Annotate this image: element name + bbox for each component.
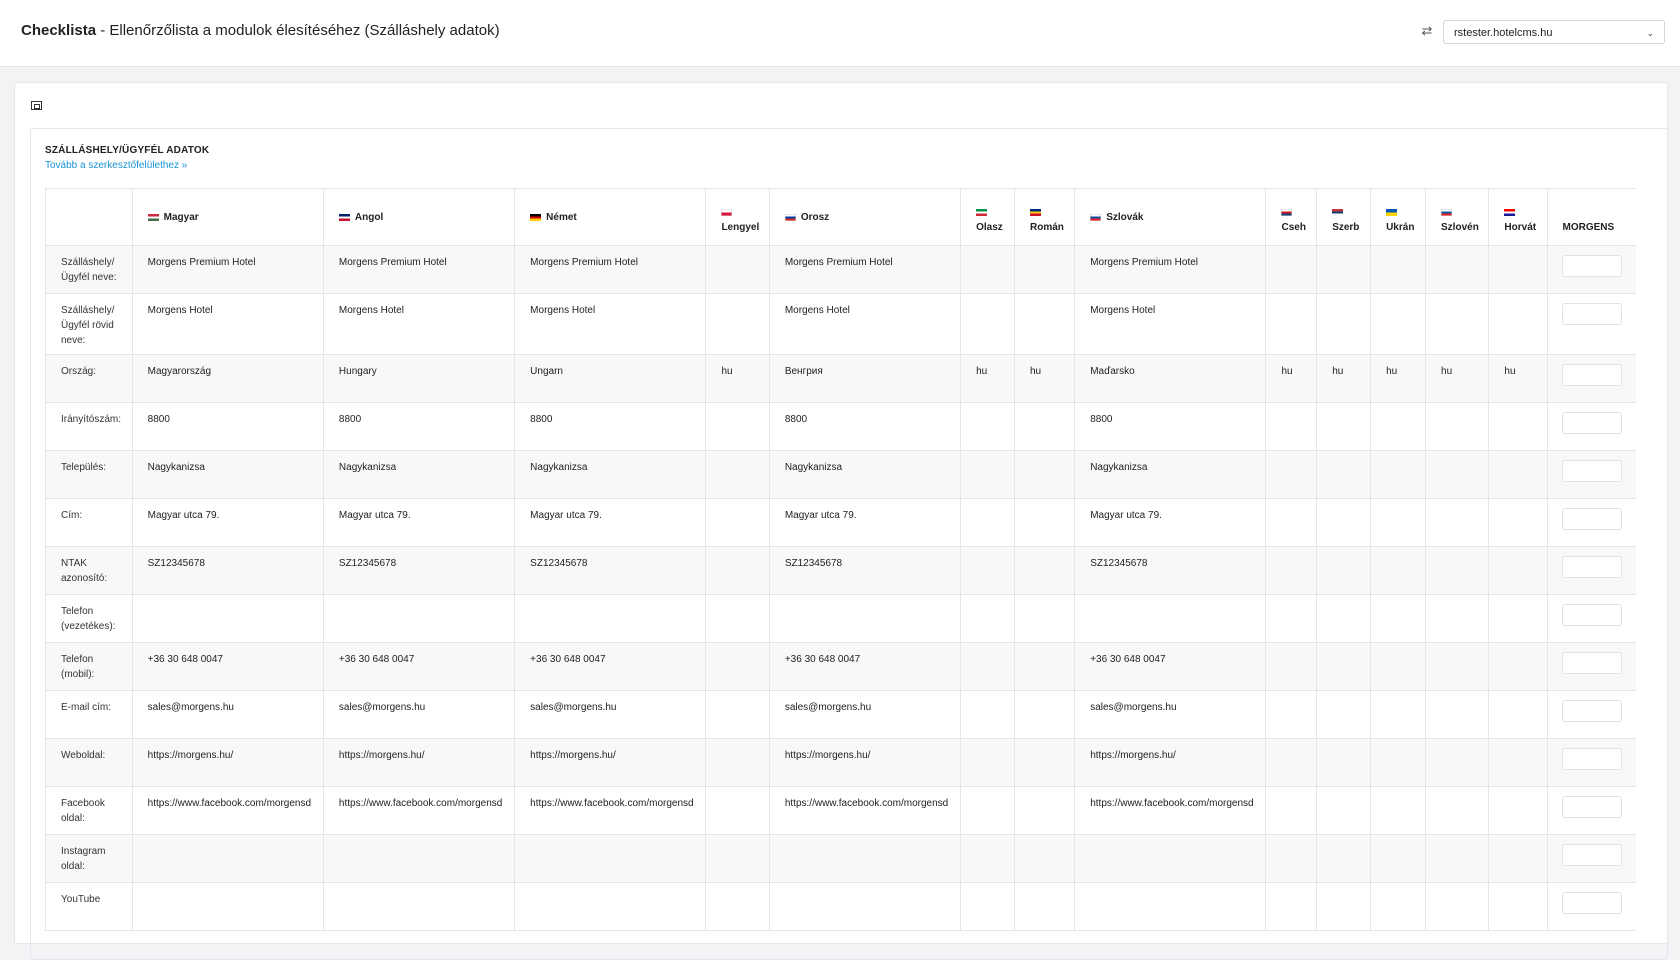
table-cell: Nagykanizsa (132, 451, 323, 499)
table-cell (1426, 294, 1489, 355)
table-cell (961, 739, 1015, 787)
table-cell (323, 883, 514, 931)
column-header (323, 189, 514, 246)
table-cell: Morgens Hotel (515, 294, 706, 355)
table-cell: hu (1371, 355, 1426, 403)
table-cell (961, 246, 1015, 294)
table-row (46, 643, 1637, 691)
table-cell (1489, 787, 1547, 835)
column-header (132, 189, 323, 246)
table-cell: https://morgens.hu/ (323, 739, 514, 787)
chevron-down-icon: ⌄ (1646, 28, 1654, 38)
table-cell: +36 30 648 0047 (323, 643, 514, 691)
table-cell (769, 835, 960, 883)
table-cell (1426, 691, 1489, 739)
morgens-input[interactable] (1562, 364, 1622, 386)
morgens-input[interactable] (1562, 412, 1622, 434)
morgens-cell (1547, 294, 1636, 355)
morgens-input[interactable] (1562, 892, 1622, 914)
table-cell (1426, 883, 1489, 931)
flag-icon (976, 209, 987, 216)
table-cell: Nagykanizsa (1075, 451, 1266, 499)
table-cell: https://www.facebook.com/morgensd (769, 787, 960, 835)
table-row (46, 739, 1637, 787)
flag-icon (148, 214, 159, 221)
table-cell (1266, 294, 1317, 355)
column-header-label: Szerb (1332, 222, 1360, 233)
table-cell (706, 499, 769, 547)
table-cell (961, 499, 1015, 547)
morgens-input[interactable] (1562, 652, 1622, 674)
table-cell: Nagykanizsa (769, 451, 960, 499)
table-cell (1489, 451, 1547, 499)
table-cell (1426, 595, 1489, 643)
table-cell: hu (1489, 355, 1547, 403)
row-label: Facebook oldal: (46, 787, 133, 835)
column-header (961, 189, 1015, 246)
table-cell: Morgens Hotel (769, 294, 960, 355)
row-label: Weboldal: (46, 739, 133, 787)
table-cell (1371, 547, 1426, 595)
page-title-bold: Checklista (21, 22, 97, 39)
column-header-label: Angol (354, 211, 384, 223)
table-cell: sales@morgens.hu (515, 691, 706, 739)
table-cell (1489, 883, 1547, 931)
table-cell: Magyar utca 79. (1075, 499, 1266, 547)
table-cell: Morgens Hotel (323, 294, 514, 355)
column-header-label: MORGENS (1562, 222, 1615, 233)
morgens-cell (1547, 883, 1636, 931)
table-cell (1317, 835, 1371, 883)
table-cell (515, 883, 706, 931)
morgens-cell (1547, 595, 1636, 643)
table-cell (1014, 294, 1074, 355)
morgens-input[interactable] (1562, 303, 1622, 325)
table-scroll-area[interactable] (45, 188, 1636, 960)
row-label: Ország: (46, 355, 133, 403)
table-cell (961, 835, 1015, 883)
table-cell (1489, 595, 1547, 643)
table-cell (961, 691, 1015, 739)
table-cell (1266, 451, 1317, 499)
table-cell (1014, 643, 1074, 691)
table-cell (1371, 294, 1426, 355)
morgens-cell (1547, 547, 1636, 595)
morgens-cell (1547, 355, 1636, 403)
table-cell: SZ12345678 (1075, 547, 1266, 595)
flag-icon (1090, 214, 1101, 221)
row-label: E-mail cím: (46, 691, 133, 739)
table-cell (1266, 547, 1317, 595)
morgens-input[interactable] (1562, 255, 1622, 277)
flag-icon (1030, 209, 1041, 216)
morgens-input[interactable] (1562, 508, 1622, 530)
row-label: NTAK azonosító: (46, 547, 133, 595)
table-header-row (46, 189, 1637, 246)
table-cell (1317, 787, 1371, 835)
table-cell (706, 451, 769, 499)
morgens-input[interactable] (1562, 556, 1622, 578)
flag-icon (339, 214, 350, 221)
table-cell (1317, 691, 1371, 739)
column-header (1014, 189, 1074, 246)
column-header-label: Ukrán (1386, 222, 1415, 233)
row-label: Instagram oldal: (46, 835, 133, 883)
column-header-label: Szlovén (1441, 222, 1479, 233)
table-cell: Morgens Premium Hotel (323, 246, 514, 294)
table-cell (1075, 883, 1266, 931)
table-cell (1266, 595, 1317, 643)
table-cell: sales@morgens.hu (132, 691, 323, 739)
table-cell: https://morgens.hu/ (515, 739, 706, 787)
flag-icon (785, 214, 796, 221)
table-row (46, 883, 1637, 931)
column-header (515, 189, 706, 246)
table-cell (1317, 451, 1371, 499)
table-cell (1489, 499, 1547, 547)
flag-icon (1504, 209, 1515, 216)
morgens-cell (1547, 246, 1636, 294)
table-cell (1317, 595, 1371, 643)
table-cell (769, 883, 960, 931)
table-cell: Nagykanizsa (323, 451, 514, 499)
table-cell (706, 739, 769, 787)
table-cell (1014, 883, 1074, 931)
morgens-input[interactable] (1562, 700, 1622, 722)
table-cell (1014, 499, 1074, 547)
section-title: SZÁLLÁSHELY/ÜGYFÉL ADATOK (45, 145, 210, 156)
table-row (46, 691, 1637, 739)
table-cell: SZ12345678 (323, 547, 514, 595)
table-cell (1371, 787, 1426, 835)
table-cell: https://morgens.hu/ (1075, 739, 1266, 787)
table-cell: +36 30 648 0047 (132, 643, 323, 691)
table-cell (1371, 691, 1426, 739)
table-cell (1317, 643, 1371, 691)
table-cell: sales@morgens.hu (1075, 691, 1266, 739)
table-cell: https://morgens.hu/ (769, 739, 960, 787)
table-cell (706, 595, 769, 643)
table-cell: https://www.facebook.com/morgensd (132, 787, 323, 835)
table-cell (1371, 451, 1426, 499)
table-cell (1317, 403, 1371, 451)
table-cell (1489, 294, 1547, 355)
table-row (46, 547, 1637, 595)
table-cell: 8800 (1075, 403, 1266, 451)
table-cell (1014, 835, 1074, 883)
table-cell (1426, 403, 1489, 451)
flag-icon (1386, 209, 1397, 216)
checklist-card (30, 128, 1668, 960)
column-header-label: Szlovák (1106, 211, 1144, 223)
table-cell (1317, 547, 1371, 595)
table-cell: Morgens Hotel (132, 294, 323, 355)
table-cell (1371, 835, 1426, 883)
table-cell (1266, 499, 1317, 547)
column-header (1426, 189, 1489, 246)
table-cell (1426, 499, 1489, 547)
table-cell (961, 547, 1015, 595)
table-cell (706, 691, 769, 739)
table-cell: Magyarország (132, 355, 323, 403)
morgens-input[interactable] (1562, 748, 1622, 770)
table-cell: https://www.facebook.com/morgensd (323, 787, 514, 835)
table-cell (961, 451, 1015, 499)
table-row (46, 787, 1637, 835)
table-cell: hu (706, 355, 769, 403)
flag-icon (721, 209, 732, 216)
morgens-input[interactable] (1562, 796, 1622, 818)
site-select[interactable] (1443, 20, 1665, 44)
table-cell: hu (1426, 355, 1489, 403)
table-cell: SZ12345678 (515, 547, 706, 595)
table-cell (1014, 787, 1074, 835)
table-cell (706, 787, 769, 835)
table-row (46, 835, 1637, 883)
table-cell (706, 883, 769, 931)
table-cell (961, 643, 1015, 691)
table-row (46, 355, 1637, 403)
column-header-label: Lengyel (721, 222, 760, 233)
table-cell: sales@morgens.hu (769, 691, 960, 739)
table-cell (1489, 246, 1547, 294)
flag-icon (1281, 209, 1292, 216)
data-table (45, 188, 1636, 931)
table-cell (323, 595, 514, 643)
morgens-cell (1547, 643, 1636, 691)
table-cell (706, 547, 769, 595)
table-cell (1266, 643, 1317, 691)
table-cell (515, 835, 706, 883)
table-cell (1426, 246, 1489, 294)
morgens-cell (1547, 499, 1636, 547)
column-header (1266, 189, 1317, 246)
table-cell: Венгрия (769, 355, 960, 403)
table-cell: https://www.facebook.com/morgensd (1075, 787, 1266, 835)
table-cell (132, 835, 323, 883)
column-header-label: Cseh (1281, 222, 1306, 233)
table-cell (1266, 787, 1317, 835)
table-row (46, 294, 1637, 355)
table-cell (1426, 547, 1489, 595)
table-cell: 8800 (132, 403, 323, 451)
row-label: Szálláshely/ Ügyfél neve: (46, 246, 133, 294)
table-cell (1014, 739, 1074, 787)
column-header (1489, 189, 1547, 246)
row-label: Telefon (mobil): (46, 643, 133, 691)
table-cell (1266, 883, 1317, 931)
table-cell (1489, 547, 1547, 595)
row-label: YouTube (46, 883, 133, 931)
morgens-cell (1547, 739, 1636, 787)
table-cell (706, 835, 769, 883)
table-cell (1426, 835, 1489, 883)
table-cell: 8800 (515, 403, 706, 451)
table-cell (1266, 691, 1317, 739)
morgens-cell (1547, 835, 1636, 883)
morgens-cell (1547, 691, 1636, 739)
column-header (1371, 189, 1426, 246)
table-cell (1317, 499, 1371, 547)
table-cell (1014, 691, 1074, 739)
table-cell: Nagykanizsa (515, 451, 706, 499)
column-header-label: Horvát (1504, 222, 1537, 233)
table-row (46, 403, 1637, 451)
table-cell (1266, 403, 1317, 451)
table-cell (132, 883, 323, 931)
table-cell: https://morgens.hu/ (132, 739, 323, 787)
morgens-cell (1547, 451, 1636, 499)
column-header (1317, 189, 1371, 246)
row-label: Irányítószám: (46, 403, 133, 451)
morgens-input[interactable] (1562, 604, 1622, 626)
column-header (1547, 189, 1636, 246)
table-cell: hu (961, 355, 1015, 403)
table-cell (706, 403, 769, 451)
table-cell (1371, 595, 1426, 643)
table-row (46, 451, 1637, 499)
table-cell: Ungarn (515, 355, 706, 403)
table-cell (1317, 883, 1371, 931)
column-header-label: Olasz (976, 222, 1003, 233)
table-cell: SZ12345678 (132, 547, 323, 595)
table-row (46, 499, 1637, 547)
table-cell (1075, 595, 1266, 643)
table-cell (961, 883, 1015, 931)
table-cell: +36 30 648 0047 (769, 643, 960, 691)
column-header (769, 189, 960, 246)
table-cell: Maďarsko (1075, 355, 1266, 403)
table-cell (1426, 451, 1489, 499)
column-header-label: Német (546, 211, 577, 223)
row-label: Cím: (46, 499, 133, 547)
table-cell: +36 30 648 0047 (515, 643, 706, 691)
table-cell (961, 595, 1015, 643)
table-cell (1371, 739, 1426, 787)
table-cell: Magyar utca 79. (323, 499, 514, 547)
morgens-input[interactable] (1562, 844, 1622, 866)
morgens-input[interactable] (1562, 460, 1622, 482)
table-cell: Morgens Premium Hotel (515, 246, 706, 294)
table-cell: hu (1014, 355, 1074, 403)
row-label: Szálláshely/ Ügyfél rövid neve: (46, 294, 133, 355)
swap-icon[interactable]: ⇄ (1421, 23, 1433, 38)
main-panel (14, 82, 1668, 944)
morgens-cell (1547, 787, 1636, 835)
top-bar (0, 0, 1680, 67)
column-header-label: Orosz (800, 211, 830, 223)
table-cell (1317, 246, 1371, 294)
table-cell: 8800 (769, 403, 960, 451)
table-cell (1266, 835, 1317, 883)
table-cell: sales@morgens.hu (323, 691, 514, 739)
table-cell: Morgens Premium Hotel (1075, 246, 1266, 294)
row-label: Telefon (vezetékes): (46, 595, 133, 643)
table-cell (1426, 739, 1489, 787)
table-cell (1014, 547, 1074, 595)
table-cell (132, 595, 323, 643)
morgens-cell (1547, 403, 1636, 451)
table-cell (961, 403, 1015, 451)
row-label: Település: (46, 451, 133, 499)
flag-icon (1332, 209, 1343, 216)
table-cell: Morgens Premium Hotel (132, 246, 323, 294)
site-select-value: rstester.hotelcms.hu (1454, 27, 1553, 39)
table-cell (1371, 883, 1426, 931)
page-title-subtitle: - Ellenőrzőlista a modulok élesítéséhez (Szálláshely adatok) (96, 22, 500, 39)
table-cell (1489, 403, 1547, 451)
table-cell (1014, 595, 1074, 643)
table-cell: Hungary (323, 355, 514, 403)
table-cell (323, 835, 514, 883)
column-header (706, 189, 769, 246)
table-cell: SZ12345678 (769, 547, 960, 595)
table-cell (1075, 835, 1266, 883)
table-cell (706, 643, 769, 691)
header-corner (46, 189, 133, 246)
column-header (1075, 189, 1266, 246)
table-cell (1371, 643, 1426, 691)
table-cell: Magyar utca 79. (769, 499, 960, 547)
table-cell (1489, 643, 1547, 691)
table-cell (706, 246, 769, 294)
table-cell (1489, 691, 1547, 739)
table-cell (1014, 246, 1074, 294)
table-cell (1317, 739, 1371, 787)
table-cell (1371, 246, 1426, 294)
table-cell: +36 30 648 0047 (1075, 643, 1266, 691)
table-cell: Morgens Hotel (1075, 294, 1266, 355)
table-cell (1489, 739, 1547, 787)
table-cell (769, 595, 960, 643)
table-cell (1489, 835, 1547, 883)
table-cell (706, 294, 769, 355)
fullscreen-icon[interactable] (31, 101, 42, 110)
table-cell (1266, 739, 1317, 787)
table-cell: 8800 (323, 403, 514, 451)
table-cell (1371, 403, 1426, 451)
table-cell (1266, 246, 1317, 294)
table-cell (961, 787, 1015, 835)
column-header-label: Román (1029, 222, 1064, 233)
table-cell (515, 595, 706, 643)
flag-icon (530, 214, 541, 221)
table-cell: Magyar utca 79. (132, 499, 323, 547)
table-cell (961, 294, 1015, 355)
edit-link[interactable]: Tovább a szerkesztőfelülethez » (45, 160, 188, 171)
table-cell: hu (1266, 355, 1317, 403)
table-cell: hu (1317, 355, 1371, 403)
table-cell (1371, 499, 1426, 547)
table-cell: Morgens Premium Hotel (769, 246, 960, 294)
table-cell (1014, 451, 1074, 499)
table-cell (1014, 403, 1074, 451)
table-cell (1317, 294, 1371, 355)
table-row (46, 595, 1637, 643)
page-title (21, 22, 500, 39)
flag-icon (1441, 209, 1452, 216)
table-cell (1426, 787, 1489, 835)
table-row (46, 246, 1637, 294)
table-cell: Magyar utca 79. (515, 499, 706, 547)
table-cell: https://www.facebook.com/morgensd (515, 787, 706, 835)
table-cell (1426, 643, 1489, 691)
column-header-label: Magyar (163, 211, 199, 223)
